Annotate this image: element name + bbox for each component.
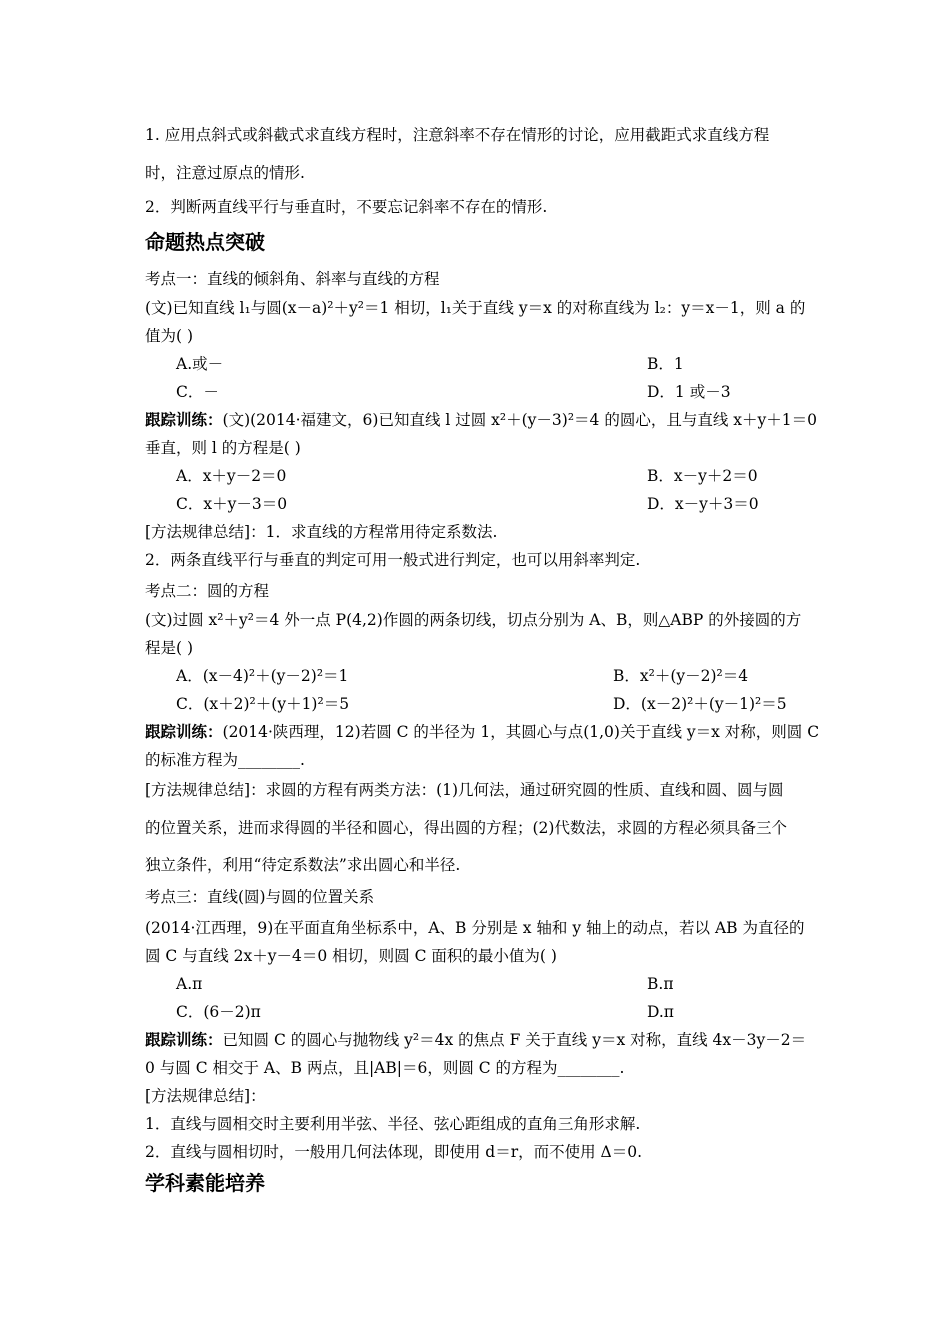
point3-method-line-1: [方法规律总结]：	[145, 1087, 266, 1105]
track-text: (文)(2014·福建文，6)已知直线 l 过圆 x²＋(y－3)²＝4 的圆心，且与直线 x＋y＋1＝0	[222, 411, 817, 429]
point1-option-a: A.或－	[176, 355, 224, 373]
point2-track-line-2: 的标准方程为________.	[145, 751, 305, 769]
point2-title: 考点二：圆的方程	[145, 582, 270, 600]
point2-option-d: D．(x－2)²＋(y－1)²＝5	[613, 695, 787, 713]
point3-track-line-2: 0 与圆 C 相交于 A、B 两点，且|AB|＝6，则圆 C 的方程为________.	[145, 1059, 625, 1077]
point2-option-b: B．x²＋(y－2)²＝4	[613, 667, 749, 685]
track-text: (2014·陕西理，12)若圆 C 的半径为 1，其圆心与点(1,0)关于直线 y＝x 对称，则圆 C	[222, 723, 820, 741]
track-label: 跟踪训练：	[145, 723, 223, 741]
point1-option-d: D．1 或－3	[647, 383, 731, 401]
note-line-2: 时，注意过原点的情形.	[145, 164, 305, 182]
point1-title: 考点一：直线的倾斜角、斜率与直线的方程	[145, 270, 440, 288]
track-label: 跟踪训练：	[145, 1031, 223, 1049]
point1-track-line-2: 垂直，则 l 的方程是( )	[145, 439, 301, 457]
point2-method-line-1: [方法规律总结]：求圆的方程有两类方法：(1)几何法，通过研究圆的性质、直线和圆、圆与圆	[145, 781, 784, 799]
point3-track-line-1	[145, 1029, 806, 1051]
point3-method-line-3: 2．直线与圆相切时，一般用几何法体现，即使用 d＝r，而不使用 Δ＝0.	[145, 1143, 643, 1161]
point1-track-option-b: B．x－y＋2＝0	[647, 467, 758, 485]
point3-method-line-2: 1．直线与圆相交时主要利用半弦、半径、弦心距组成的直角三角形求解.	[145, 1115, 641, 1133]
section-heading-literacy: 学科素能培养	[145, 1171, 265, 1195]
point2-option-c: C．(x＋2)²＋(y＋1)²＝5	[176, 695, 350, 713]
point1-option-b: B．1	[647, 355, 684, 373]
track-label: 跟踪训练：	[145, 411, 223, 429]
point1-option-c: C．－	[176, 383, 219, 401]
point1-question-line-1: (文)已知直线 l₁与圆(x－a)²＋y²＝1 相切，l₁关于直线 y＝x 的对称直线为 l₂：y＝x－1，则 a 的	[145, 299, 806, 317]
note-line-1: 1. 应用点斜式或斜截式求直线方程时，注意斜率不存在情形的讨论，应用截距式求直线方程	[145, 126, 770, 144]
point1-track-option-c: C．x＋y－3＝0	[176, 495, 288, 513]
point1-method-line-2: 2．两条直线平行与垂直的判定可用一般式进行判定，也可以用斜率判定.	[145, 551, 641, 569]
point2-track-line-1	[145, 721, 819, 743]
point1-question-line-2: 值为( )	[145, 327, 194, 345]
point3-title: 考点三：直线(圆)与圆的位置关系	[145, 888, 375, 906]
point3-question-line-2: 圆 C 与直线 2x＋y－4＝0 相切，则圆 C 面积的最小值为( )	[145, 947, 557, 965]
point2-option-a: A．(x－4)²＋(y－2)²＝1	[176, 667, 349, 685]
point1-track-option-d: D．x－y＋3＝0	[647, 495, 759, 513]
point3-option-b: B.π	[647, 975, 674, 993]
track-text: 已知圆 C 的圆心与抛物线 y²＝4x 的焦点 F 关于直线 y＝x 对称，直线 4x－3y－2＝	[222, 1031, 807, 1049]
point1-track-line-1	[145, 409, 817, 431]
point3-option-c: C．(6－2)π	[176, 1003, 261, 1021]
point3-option-d: D.π	[647, 1003, 674, 1021]
point1-track-option-a: A．x＋y－2＝0	[176, 467, 287, 485]
section-heading-hotspots: 命题热点突破	[145, 230, 265, 254]
note-line-3: 2．判断两直线平行与垂直时，不要忘记斜率不存在的情形.	[145, 198, 548, 216]
point2-question-line-2: 程是( )	[145, 639, 194, 657]
point1-method-line-1: [方法规律总结]：1．求直线的方程常用待定系数法.	[145, 523, 498, 541]
point2-method-line-3: 独立条件，利用“待定系数法”求出圆心和半径.	[145, 856, 461, 874]
point3-option-a: A.π	[176, 975, 203, 993]
point2-question-line-1: (文)过圆 x²＋y²＝4 外一点 P(4,2)作圆的两条切线，切点分别为 A、B，则△ABP 的外接圆的方	[145, 611, 802, 629]
point2-method-line-2: 的位置关系，进而求得圆的半径和圆心，得出圆的方程；(2)代数法，求圆的方程必须具备三个	[145, 819, 787, 837]
point3-question-line-1: (2014·江西理，9)在平面直角坐标系中，A、B 分别是 x 轴和 y 轴上的动点，若以 AB 为直径的	[145, 919, 805, 937]
